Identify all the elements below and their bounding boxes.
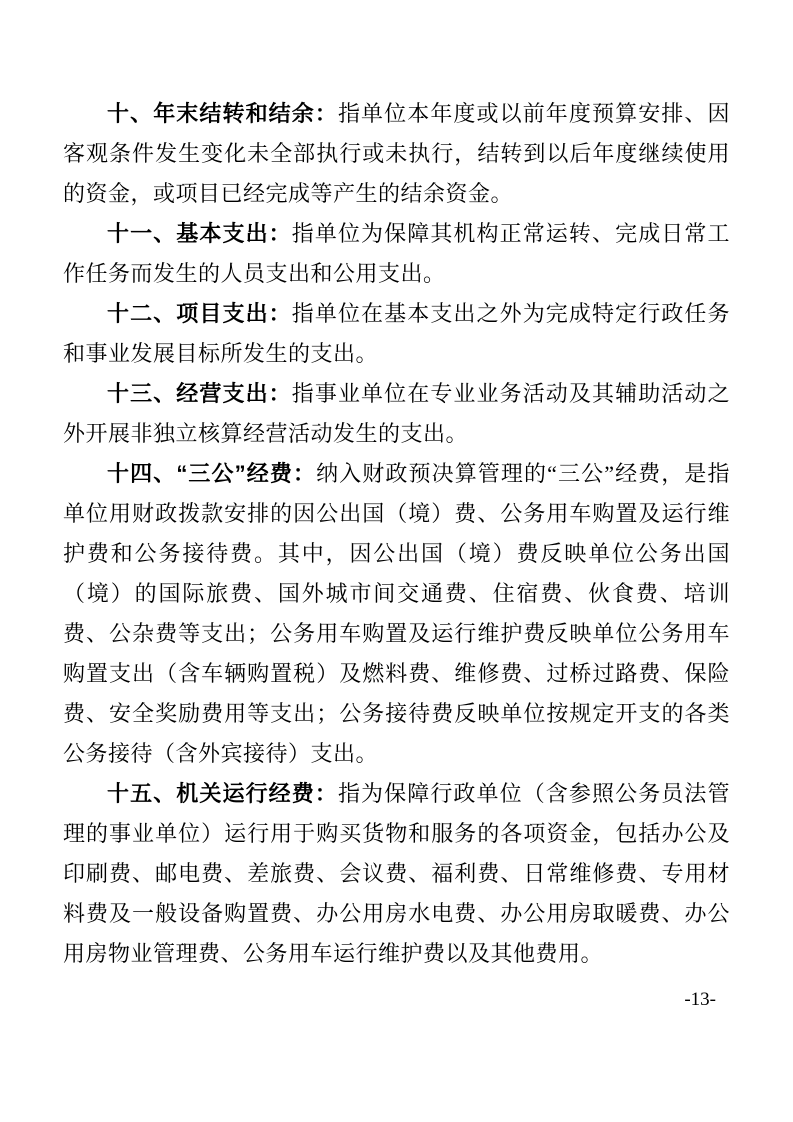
paragraph-project-expenditure (63, 294, 730, 374)
paragraph-text: 指单位本年度或以前年度预算安排、因客观条件发生变化未全部执行或未执行，结转到以后年度继续使用的资金，或项目已经完成等产生的结余资金。 (63, 101, 730, 206)
paragraph-term: 十二、项目支出： (107, 301, 292, 326)
paragraph-text: 指单位在基本支出之外为完成特定行政任务和事业发展目标所发生的支出。 (63, 301, 730, 366)
document-body (63, 94, 730, 974)
paragraph-term: 十五、机关运行经费： (107, 781, 338, 806)
paragraph-year-end-carryover (63, 94, 730, 214)
paragraph-text: 指事业单位在专业业务活动及其辅助活动之外开展非独立核算经营活动发生的支出。 (63, 381, 730, 446)
paragraph-term: 十三、经营支出： (107, 381, 292, 406)
paragraph-text: 指为保障行政单位（含参照公务员法管理的事业单位）运行用于购买货物和服务的各项资金，包括办公及印刷费、邮电费、差旅费、会议费、福利费、日常维修费、专用材料费及一般设备购置费、办公用房水电费、办公用房取暖费、办公用房物业管理费、公务用车运行维护费以及其他费用。 (63, 781, 730, 966)
paragraph-operating-expenditure (63, 374, 730, 454)
paragraph-term: 十四、“三公”经费： (107, 461, 317, 486)
paragraph-three-public-funds (63, 454, 730, 774)
paragraph-term: 十、年末结转和结余： (107, 101, 338, 126)
page-number: -13- (684, 989, 716, 1010)
paragraph-text: 纳入财政预决算管理的“三公”经费，是指单位用财政拨款安排的因公出国（境）费、公务用车购置及运行维护费和公务接待费。其中，因公出国（境）费反映单位公务出国（境）的国际旅费、国外城市间交通费、住宿费、伙食费、培训费、公杂费等支出；公务用车购置及运行维护费反映单位公务用车购置支出（含车辆购置税）及燃料费、维修费、过桥过路费、保险费、安全奖励费用等支出；公务接待费反映单位按规定开支的各类公务接待（含外宾接待）支出。 (63, 461, 730, 766)
paragraph-text: 指单位为保障其机构正常运转、完成日常工作任务而发生的人员支出和公用支出。 (63, 221, 730, 286)
paragraph-term: 十一、基本支出： (107, 221, 292, 246)
paragraph-agency-operating-funds (63, 774, 730, 974)
paragraph-basic-expenditure (63, 214, 730, 294)
